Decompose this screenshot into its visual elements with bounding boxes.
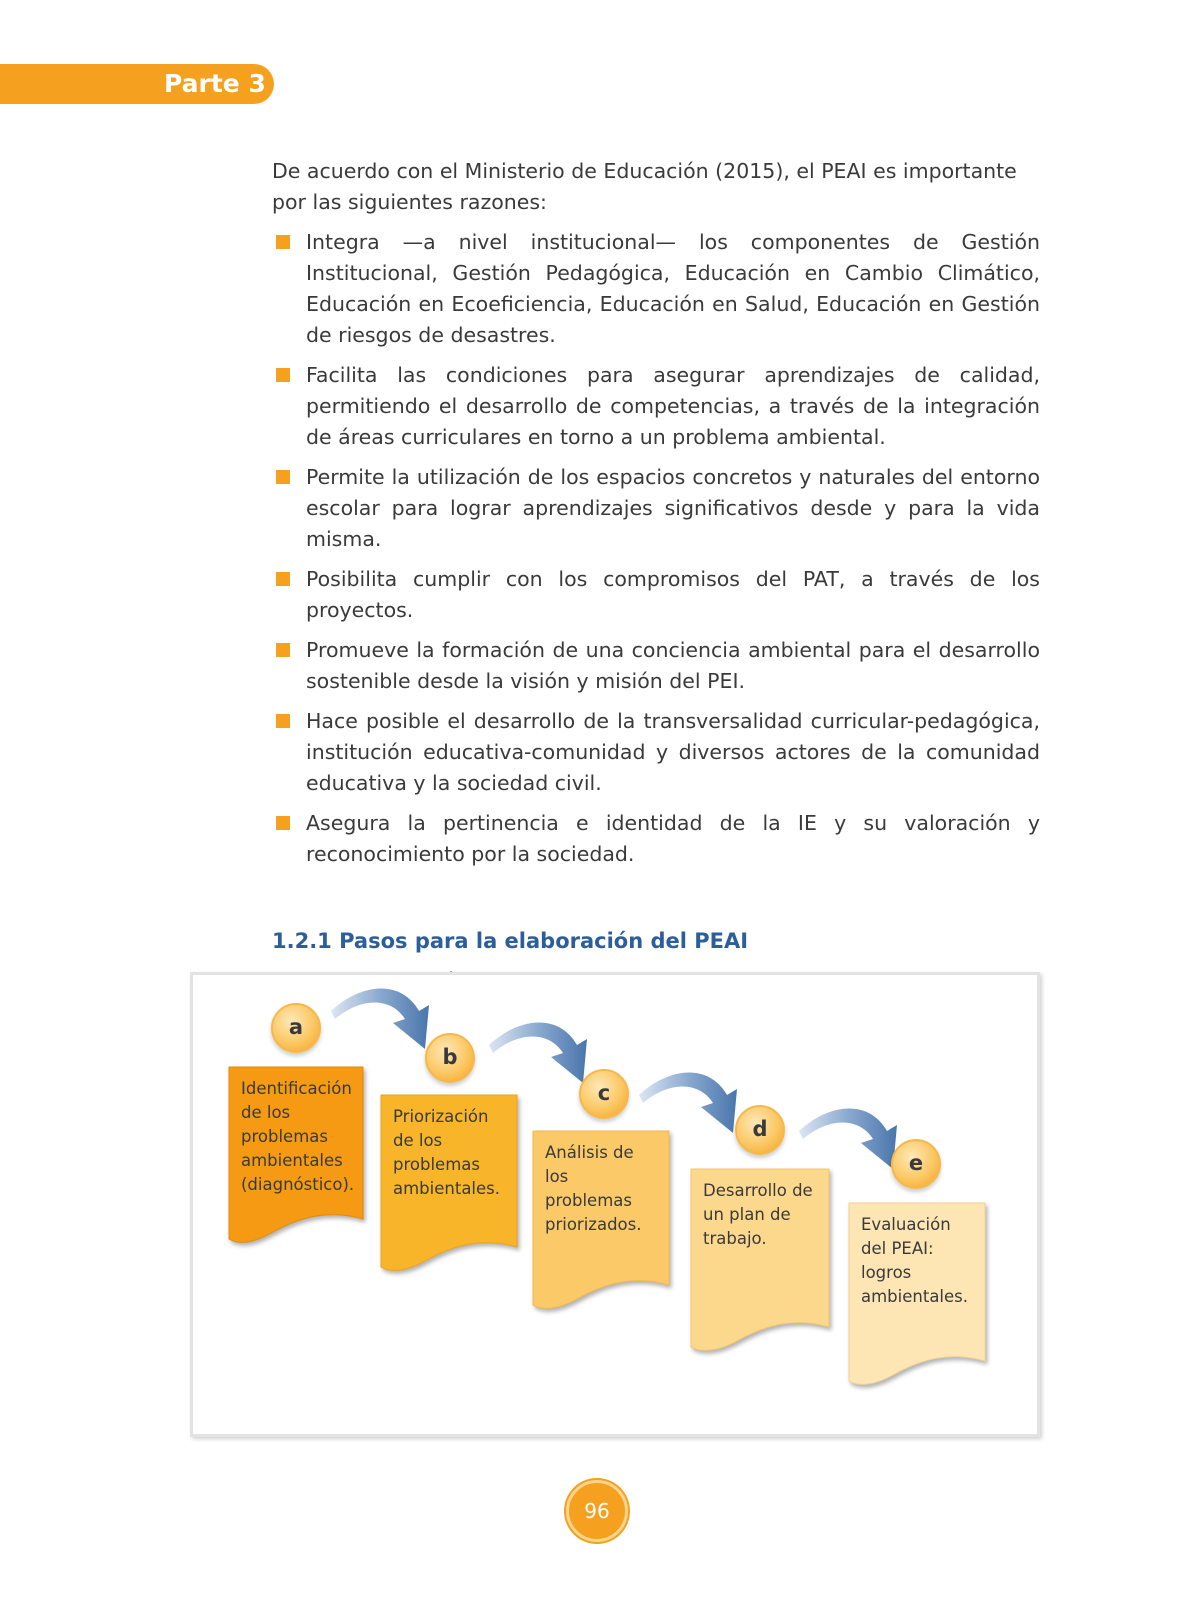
step-e-card xyxy=(849,1203,985,1399)
square-bullet-icon xyxy=(276,470,290,484)
step-b-text: Priorización de los problemas ambientales. xyxy=(393,1107,501,1198)
list-item-text: Asegura la pertinencia e identidad de la IE y su valoración y reconocimiento por la sociedad. xyxy=(306,811,1040,866)
section-title: 1.2.1 Pasos para la elaboración del PEAI xyxy=(272,929,749,953)
curved-arrow-icon xyxy=(639,1072,737,1133)
list-item xyxy=(272,706,1040,799)
step-e-text: Evaluación del PEAI: logros ambientales. xyxy=(861,1215,969,1306)
square-bullet-icon xyxy=(276,816,290,830)
step-e-badge: e xyxy=(891,1139,941,1189)
intro-paragraph: De acuerdo con el Ministerio de Educación (2015), el PEAI es importante por las siguientes razones: xyxy=(272,159,1017,214)
list-item-text: Permite la utilización de los espacios concretos y naturales del entorno escolar para lograr aprendizajes significativos desde y para la vida misma. xyxy=(306,465,1040,551)
part-label: Parte 3 xyxy=(164,69,266,98)
list-item-text: Facilita las condiciones para asegurar aprendizajes de calidad, permitiendo el desarrollo de competencias, a través de la integración de áreas curriculares en torno a un problema ambiental. xyxy=(306,363,1040,449)
main-content xyxy=(272,156,1040,997)
step-b-badge: b xyxy=(425,1033,475,1083)
step-c-badge: c xyxy=(579,1069,629,1119)
square-bullet-icon xyxy=(276,643,290,657)
square-bullet-icon xyxy=(276,714,290,728)
curved-arrow-icon xyxy=(489,1022,587,1083)
step-a-card xyxy=(229,1067,363,1253)
square-bullet-icon xyxy=(276,572,290,586)
curved-arrow-icon xyxy=(799,1108,897,1169)
reasons-list xyxy=(272,227,1040,870)
list-item xyxy=(272,360,1040,453)
step-c-text: Análisis de los problemas priorizados. xyxy=(545,1143,642,1234)
list-item xyxy=(272,564,1040,626)
list-item xyxy=(272,462,1040,555)
list-item-text: Posibilita cumplir con los compromisos del PAT, a través de los proyectos. xyxy=(306,567,1040,622)
step-b-card xyxy=(381,1095,517,1283)
curved-arrow-icon xyxy=(331,988,429,1049)
list-item-text: Integra —a nivel institucional— los componentes de Gestión Institucional, Gestión Pedagógica, Educación en Cambio Climático, Educación en Ecoeficiencia, Educación en Salud, Educación en Gestión de riesgos de desastres. xyxy=(306,230,1040,347)
part-tab xyxy=(0,64,274,104)
step-d-card xyxy=(691,1169,829,1365)
square-bullet-icon xyxy=(276,235,290,249)
step-d-badge: d xyxy=(735,1105,785,1155)
square-bullet-icon xyxy=(276,368,290,382)
steps-diagram xyxy=(190,972,1040,1437)
step-a-text: Identificación de los problemas ambientales (diagnóstico). xyxy=(241,1079,355,1194)
list-item xyxy=(272,635,1040,697)
list-item xyxy=(272,808,1040,870)
list-item xyxy=(272,227,1040,351)
list-item-text: Promueve la formación de una conciencia ambiental para el desarrollo sostenible desde la visión y misión del PEI. xyxy=(306,638,1040,693)
list-item-text: Hace posible el desarrollo de la transversalidad curricular-pedagógica, institución educativa-comunidad y diversos actores de la comunidad educativa y la sociedad civil. xyxy=(306,709,1040,795)
page-number: 96 xyxy=(566,1480,628,1542)
step-c-card xyxy=(533,1131,669,1321)
step-d-text: Desarrollo de un plan de trabajo. xyxy=(703,1181,813,1248)
step-a-badge: a xyxy=(271,1003,321,1053)
